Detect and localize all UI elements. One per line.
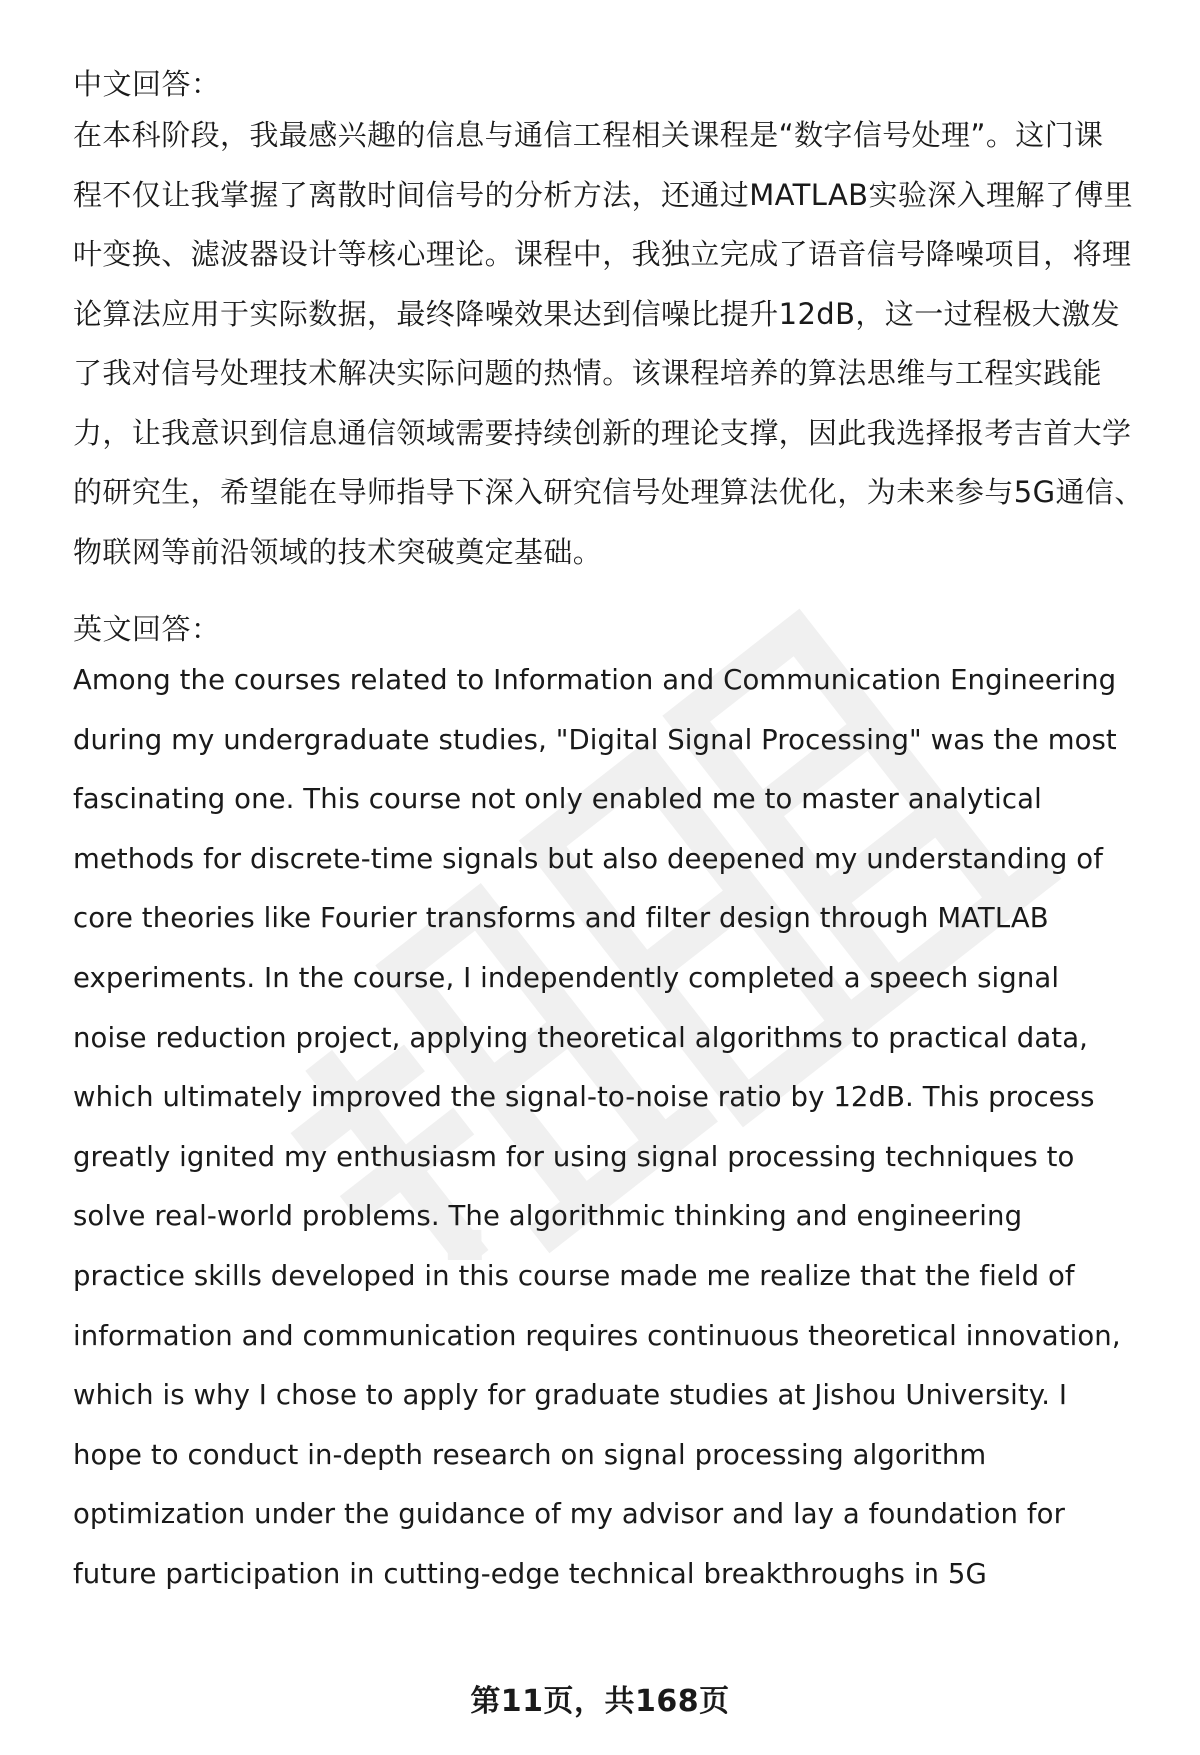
paragraph-line: Among the courses related to Information and Communication Engineering xyxy=(73,664,1117,696)
paragraph-line: noise reduction project, applying theoretical algorithms to practical data, xyxy=(73,1021,1088,1054)
paragraph-line: practice skills developed in this course made me realize that the field of xyxy=(73,1259,1075,1292)
page-number-footer: 第11页，共168页 xyxy=(470,1684,730,1719)
paragraph-line: optimization under the guidance of my advisor and lay a foundation for xyxy=(73,1498,1065,1531)
paragraph-line: experiments. In the course, I independently completed a speech signal xyxy=(73,961,1060,994)
paragraph-line: fascinating one. This course not only enabled me to master analytical xyxy=(73,783,1042,816)
paragraph-line: which ultimately improved the signal-to-noise ratio by 12dB. This process xyxy=(73,1081,1095,1114)
paragraph-line: 在本科阶段，我最感兴趣的信息与通信工程相关课程是“数字信号处理”。这门课 xyxy=(73,118,1104,152)
chinese-answer-paragraph xyxy=(73,106,1153,582)
paragraph-line: core theories like Fourier transforms and filter design through MATLAB xyxy=(73,902,1049,935)
paragraph-line: 了我对信号处理技术解决实际问题的热情。该课程培养的算法思维与工程实践能 xyxy=(73,356,1103,390)
english-answer-heading: 英文回答： xyxy=(73,612,221,646)
paragraph-line: greatly ignited my enthusiasm for using signal processing techniques to xyxy=(73,1140,1075,1173)
paragraph-line: 叶变换、滤波器设计等核心理论。课程中，我独立完成了语音信号降噪项目，将理 xyxy=(73,237,1132,271)
paragraph-line: future participation in cutting-edge technical breakthroughs in 5G xyxy=(73,1557,987,1590)
paragraph-line: which is why I chose to apply for graduate studies at Jishou University. I xyxy=(73,1379,1068,1412)
paragraph-line: 力，让我意识到信息通信领域需要持续创新的理论支撑，因此我选择报考吉首大学 xyxy=(73,415,1132,450)
paragraph-line: information and communication requires continuous theoretical innovation, xyxy=(73,1319,1121,1352)
chinese-answer-heading: 中文回答： xyxy=(73,67,221,101)
english-answer-paragraph xyxy=(73,651,1153,1605)
paragraph-line: hope to conduct in-depth research on signal processing algorithm xyxy=(73,1438,987,1471)
paragraph-line: 论算法应用于实际数据，最终降噪效果达到信噪比提升12dB，这一过程极大激发 xyxy=(73,296,1121,331)
document-body xyxy=(73,62,1153,1605)
paragraph-line: methods for discrete-time signals but also deepened my understanding of xyxy=(73,842,1103,875)
paragraph-line: 的研究生，希望能在导师指导下深入研究信号处理算法优化，为未来参与5G通信、 xyxy=(73,475,1144,509)
paragraph-line: during my undergraduate studies, "Digital Signal Processing" was the most xyxy=(73,723,1117,756)
paragraph-line: solve real-world problems. The algorithmic thinking and engineering xyxy=(73,1200,1023,1233)
paragraph-line: 程不仅让我掌握了离散时间信号的分析方法，还通过MATLAB实验深入理解了傅里 xyxy=(73,177,1134,212)
paragraph-line: 物联网等前沿领域的技术突破奠定基础。 xyxy=(73,534,603,569)
